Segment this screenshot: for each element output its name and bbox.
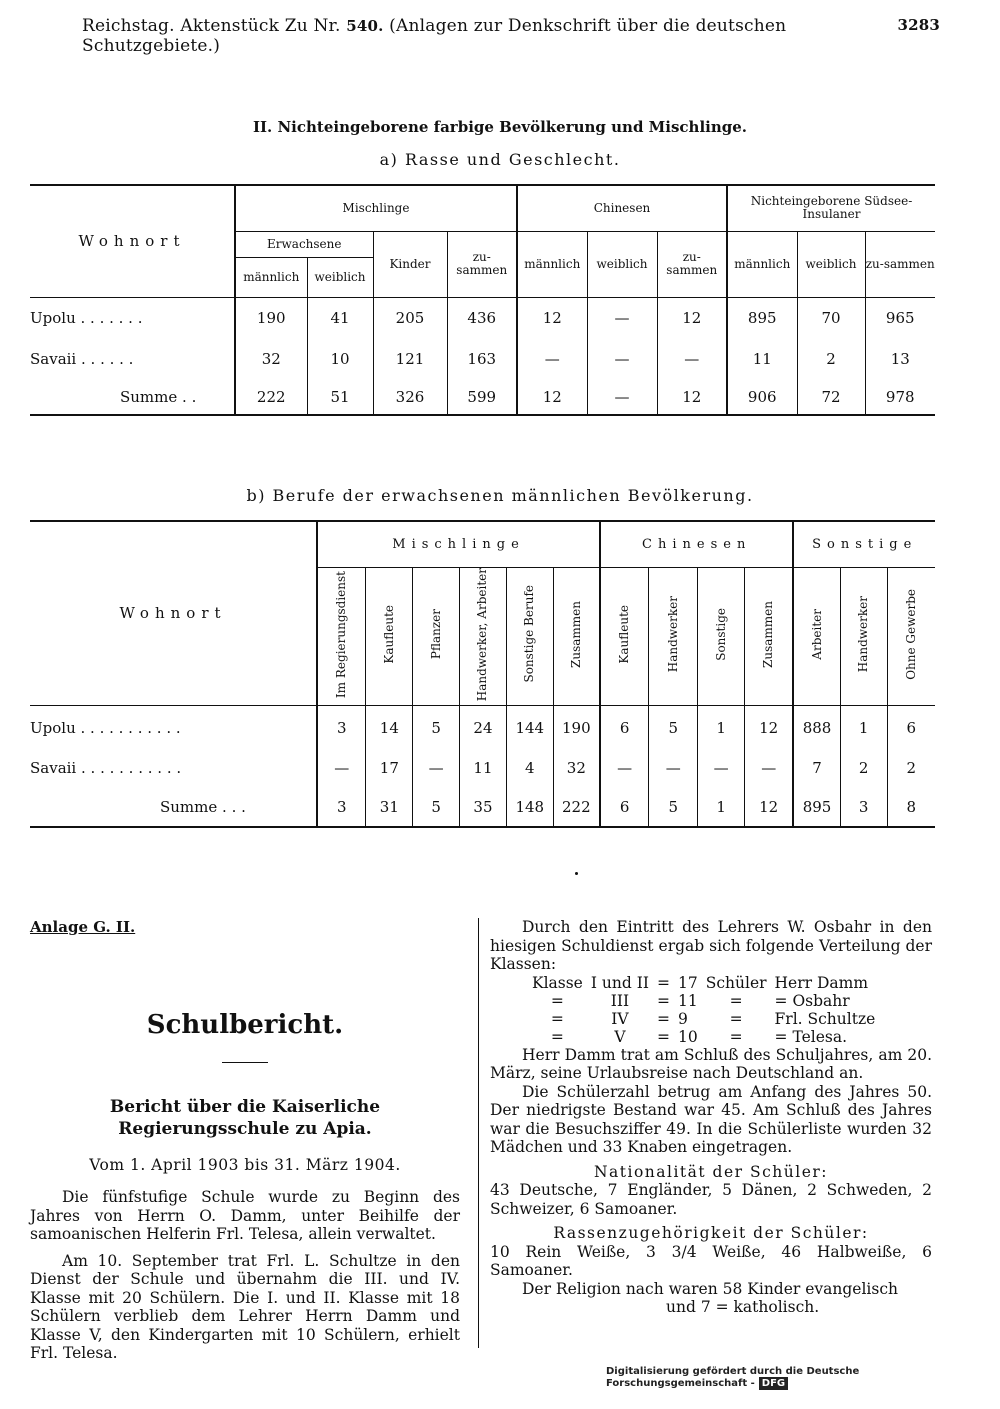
group-mischlinge: Mischlinge: [317, 521, 600, 567]
row-label: Summe . .: [120, 387, 197, 406]
klassen-row: [528, 1010, 879, 1028]
col-header: Im Regierungsdienst: [317, 567, 366, 705]
nationalitaet-heading: Nationalität der Schüler:: [593, 1162, 829, 1181]
cell: 436: [447, 297, 517, 339]
col-header: Zusammen: [553, 567, 600, 705]
paragraph: Die fünfstufige Schule wurde zu Beginn des Jahres von Herrn O. Damm, unter Beihilfe der samoanischen Helferin Frl. Telesa, allein verwaltet.: [30, 1188, 460, 1243]
group-chinesen: Chinesen: [517, 185, 727, 231]
cell: =: [729, 1027, 743, 1046]
table-row: [30, 339, 935, 379]
schulbericht-title: Schulbericht.: [146, 1010, 344, 1040]
cell: 4: [506, 749, 553, 787]
cell: 121: [373, 339, 447, 379]
cell: =: [656, 973, 670, 992]
cell: 11: [460, 749, 507, 787]
sub-weiblich: weiblich: [307, 257, 373, 297]
cell: 190: [553, 705, 600, 749]
row-label: Savaii . . . . . . . . . . .: [30, 759, 182, 778]
cell: 12: [745, 787, 794, 827]
cell: —: [698, 749, 745, 787]
group-chinesen: Chinesen: [600, 521, 793, 567]
cell: 12: [657, 297, 727, 339]
header-left: Reichstag. Aktenstück Zu Nr. 540. (Anlagen zur Denkschrift über die deutschen Schutzgebiete.): [82, 16, 787, 56]
table-row: [30, 297, 935, 339]
cell: Herr Damm: [774, 973, 869, 992]
cell: 3: [317, 705, 366, 749]
cell: V: [614, 1027, 626, 1046]
table-rasse-geschlecht: [30, 184, 935, 416]
sub-maennlich: männlich: [517, 231, 587, 297]
col-header-wohnort: Wohnort: [30, 521, 317, 705]
cell: 2: [887, 749, 935, 787]
cell: =: [729, 991, 743, 1010]
row-label: Upolu . . . . . . . . . . .: [30, 718, 181, 737]
cell: 888: [793, 705, 840, 749]
digitization-footer: [606, 1366, 1000, 1390]
cell: 72: [797, 379, 865, 415]
cell: 5: [649, 787, 698, 827]
dfg-logo: DFG: [759, 1377, 788, 1390]
cell: =: [550, 991, 564, 1010]
cell: 326: [373, 379, 447, 415]
paragraph: Der Religion nach waren 58 Kinder evangelisch: [522, 1279, 899, 1298]
col-header: Ohne Gewerbe: [887, 567, 935, 705]
cell: 190: [235, 297, 307, 339]
col-header: Handwerker: [840, 567, 887, 705]
paragraph: Herr Damm trat am Schluß des Schuljahres, am 20. März, seine Urlaubsreise nach Deutschland an.: [490, 1045, 932, 1082]
cell: —: [587, 339, 657, 379]
sub-zusammen: zu-sammen: [865, 231, 935, 297]
sub-erwachsene: Erwachsene: [235, 231, 373, 257]
cell: 1: [840, 705, 887, 749]
cell: 31: [366, 787, 413, 827]
klassen-table: [528, 974, 879, 1046]
cell: —: [517, 339, 587, 379]
cell: = Telesa.: [774, 1027, 848, 1046]
cell: —: [657, 339, 727, 379]
table-b-caption: b) Berufe der erwachsenen männlichen Bevölkerung.: [246, 486, 754, 505]
cell: Frl. Schultze: [774, 1009, 876, 1028]
cell: 41: [307, 297, 373, 339]
cell: IV: [611, 1009, 629, 1028]
col-header: Handwerker: [649, 567, 698, 705]
paragraph: Durch den Eintritt des Lehrers W. Osbahr in den hiesigen Schuldienst ergab sich folgende Verteilung der Klassen:: [490, 918, 932, 973]
col-header: Pflanzer: [413, 567, 460, 705]
header-middle: (Anlagen zur Denkschrift über die deutschen Schutzgebiete.): [82, 16, 787, 56]
table-a-caption: a) Rasse und Geschlecht.: [379, 150, 621, 169]
table-berufe: [30, 520, 935, 828]
cell: —: [587, 297, 657, 339]
cell: 10: [677, 1027, 698, 1046]
paragraph: Die Schülerzahl betrug am Anfang des Jahres 50. Der niedrigste Bestand war 45. Am Schluß des Jahres war die Besuchsziffer 49. In die Schülerliste wurden 32 Mädchen und 33 Knaben eingetragen.: [490, 1082, 932, 1156]
cell: 11: [727, 339, 797, 379]
klassen-row: [528, 992, 879, 1010]
cell: III: [610, 991, 630, 1010]
cell: 895: [793, 787, 840, 827]
cell: 205: [373, 297, 447, 339]
cell: 895: [727, 297, 797, 339]
cell: =: [550, 1009, 564, 1028]
cell: 12: [657, 379, 727, 415]
cell: 5: [413, 705, 460, 749]
col-header-wohnort: Wohnort: [30, 185, 235, 297]
cell: 965: [865, 297, 935, 339]
cell: 12: [517, 297, 587, 339]
cell: 163: [447, 339, 517, 379]
cell: 9: [677, 1009, 688, 1028]
cell: =: [729, 1009, 743, 1028]
cell: =: [656, 991, 670, 1010]
sub-zusammen: zu-sammen: [447, 231, 517, 297]
cell: 12: [517, 379, 587, 415]
divider: [222, 1062, 268, 1063]
col-header: Sonstige: [698, 567, 745, 705]
cell: 3: [840, 787, 887, 827]
cell: 24: [460, 705, 507, 749]
cell: 144: [506, 705, 553, 749]
paragraph: 10 Rein Weiße, 3 3/4 Weiße, 46 Halbweiße, 6 Samoaner.: [490, 1242, 932, 1279]
cell: —: [317, 749, 366, 787]
section-title: II. Nichteingeborene farbige Bevölkerung und Mischlinge.: [252, 118, 748, 136]
column-divider: [478, 918, 479, 1348]
klassen-row: [528, 974, 879, 992]
klassen-row: [528, 1028, 879, 1046]
cell: 32: [235, 339, 307, 379]
cell: 2: [840, 749, 887, 787]
row-label: Upolu . . . . . . .: [30, 309, 143, 328]
cell: 32: [553, 749, 600, 787]
cell: 17: [677, 973, 698, 992]
col-header: Kaufleute: [600, 567, 649, 705]
paragraph: und 7 = katholisch.: [666, 1298, 820, 1316]
cell: —: [649, 749, 698, 787]
cell: 6: [600, 787, 649, 827]
cell: = Osbahr: [774, 991, 850, 1010]
sub-weiblich: weiblich: [797, 231, 865, 297]
cell: 10: [307, 339, 373, 379]
cell: 148: [506, 787, 553, 827]
cell: 222: [235, 379, 307, 415]
cell: 5: [413, 787, 460, 827]
paragraph: Am 10. September trat Frl. L. Schultze in den Dienst der Schule und übernahm die III. und IV. Klasse mit 20 Schülern. Die I. und II. Klasse mit 18 Schülern verblieb dem Lehrer Herrn Damm und Klasse V, den Kindergarten mit 10 Schülern, erhielt Frl. Telesa.: [30, 1251, 460, 1362]
cell: =: [550, 1027, 564, 1046]
cell: —: [587, 379, 657, 415]
cell: 70: [797, 297, 865, 339]
bericht-subtitle: Bericht über die Kaiserliche Regierungsschule zu Apia.: [109, 1097, 381, 1139]
cell: 978: [865, 379, 935, 415]
group-suedsee: Nichteingeborene Südsee-Insulaner: [727, 185, 935, 231]
sub-maennlich: männlich: [235, 257, 307, 297]
cell: 3: [317, 787, 366, 827]
cell: —: [745, 749, 794, 787]
group-sonstige: Sonstige: [793, 521, 935, 567]
col-header: Arbeiter: [793, 567, 840, 705]
cell: 6: [887, 705, 935, 749]
cell: 222: [553, 787, 600, 827]
cell: 13: [865, 339, 935, 379]
running-header: [82, 16, 940, 56]
cell: 7: [793, 749, 840, 787]
cell: 51: [307, 379, 373, 415]
cell: 35: [460, 787, 507, 827]
col-header: Kaufleute: [366, 567, 413, 705]
group-mischlinge: Mischlinge: [235, 185, 517, 231]
cell: 5: [649, 705, 698, 749]
cell: 2: [797, 339, 865, 379]
sub-kinder: Kinder: [373, 231, 447, 297]
cell: 11: [677, 991, 698, 1010]
cell: 6: [600, 705, 649, 749]
rasse-heading: Rassenzugehörigkeit der Schüler:: [553, 1224, 869, 1242]
cell: 906: [727, 379, 797, 415]
row-label: Summe . . .: [160, 797, 246, 816]
cell: Schüler: [705, 973, 767, 992]
cell: =: [656, 1027, 670, 1046]
table-row: [30, 705, 935, 749]
cell: —: [413, 749, 460, 787]
cell: 1: [698, 705, 745, 749]
table-row: [30, 749, 935, 787]
cell: 599: [447, 379, 517, 415]
table-row-sum: [30, 379, 935, 415]
sub-weiblich: weiblich: [587, 231, 657, 297]
sub-zusammen: zu-sammen: [657, 231, 727, 297]
cell: 12: [745, 705, 794, 749]
row-label: Savaii . . . . . .: [30, 350, 134, 368]
report-period: Vom 1. April 1903 bis 31. März 1904.: [89, 1156, 401, 1174]
col-header: Sonstige Berufe: [506, 567, 553, 705]
page-number: 3283: [897, 16, 940, 34]
anlage-label: Anlage G. II.: [30, 918, 136, 936]
doc-number: 540.: [346, 17, 384, 35]
left-text: [30, 1188, 460, 1363]
sub-maennlich: männlich: [727, 231, 797, 297]
footer-text: Digitalisierung gefördert durch die Deutsche Forschungsgemeinschaft -: [606, 1366, 860, 1389]
cell: 14: [366, 705, 413, 749]
right-text: [490, 918, 932, 1317]
col-header: Handwerker, Arbeiter: [460, 567, 507, 705]
cell: 1: [698, 787, 745, 827]
col-header: Zusammen: [745, 567, 794, 705]
table-row-sum: [30, 787, 935, 827]
cell: Klasse: [532, 973, 583, 992]
cell: I und II: [590, 973, 649, 992]
paragraph: 43 Deutsche, 7 Engländer, 5 Dänen, 2 Schweden, 2 Schweizer, 6 Samoaner.: [490, 1181, 932, 1218]
cell: =: [656, 1009, 670, 1028]
cell: 17: [366, 749, 413, 787]
stray-dot: [575, 872, 578, 875]
cell: —: [600, 749, 649, 787]
cell: 8: [887, 787, 935, 827]
